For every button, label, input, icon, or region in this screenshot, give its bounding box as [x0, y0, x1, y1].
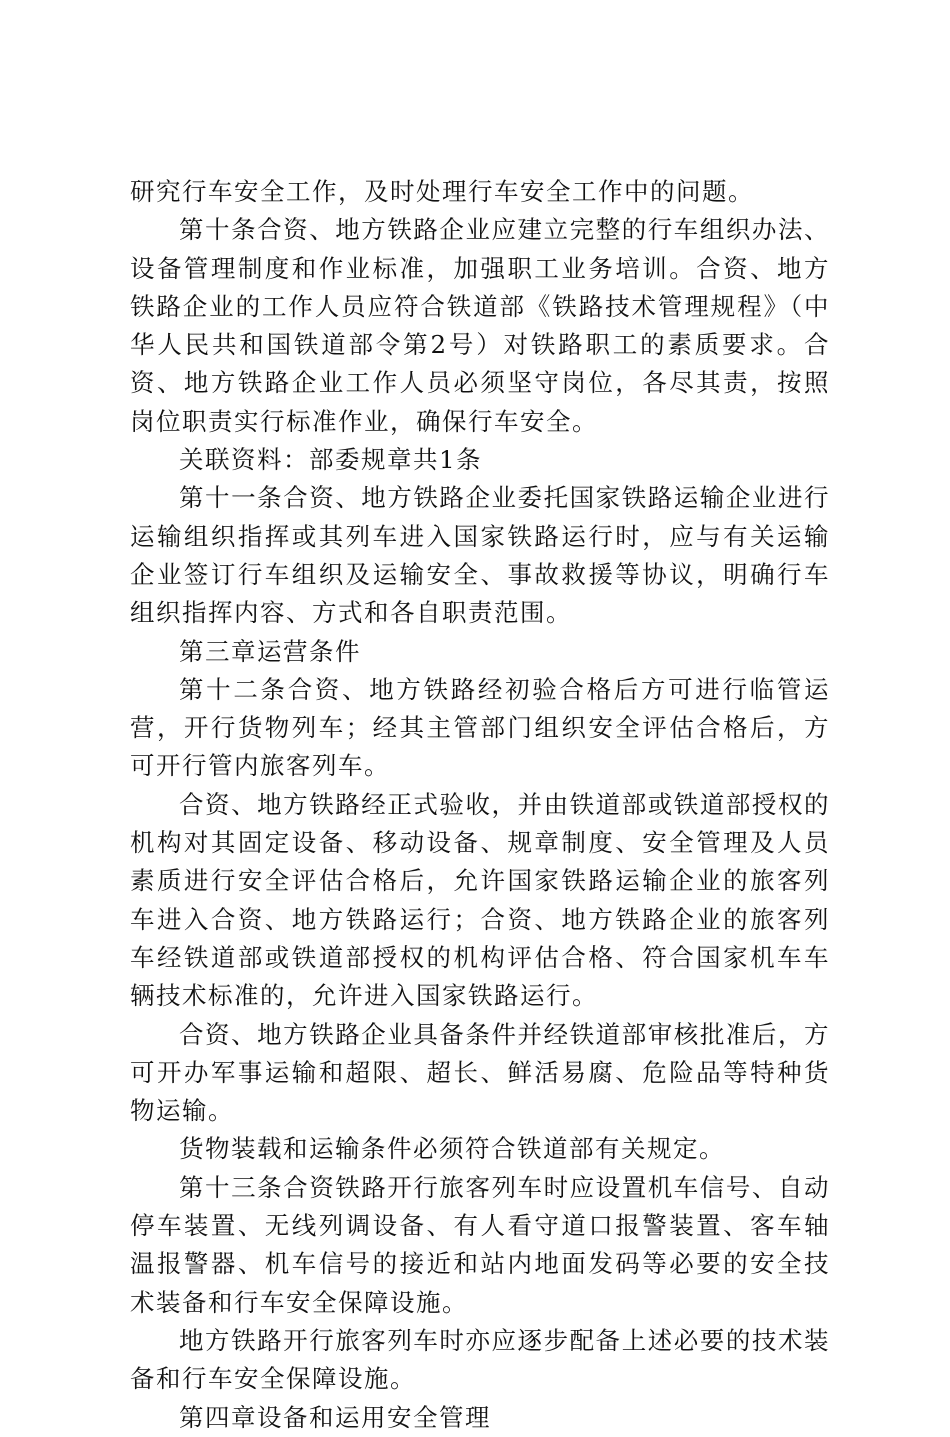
paragraph-continuation: 研究行车安全工作，及时处理行车安全工作中的问题。 [130, 177, 754, 206]
paragraph-cargo-loading: 货物装载和运输条件必须符合铁道部有关规定。 [179, 1134, 725, 1164]
paragraph-article-10: 第十条合资、地方铁路企业应建立完整的行车组织办法、设备管理制度和作业标准，加强职工业务培训。合资、地方铁路企业的工作人员应符合铁道部《铁路技术管理规程》（中华人民共和国铁道部令第2号）对铁路职工的素质要求。合资、地方铁路企业工作人员必须坚守岗位，各尽其责，按照岗位职责实行标准作业，确保行车安全。 [130, 215, 830, 436]
chapter-heading-3: 第三章运营条件 [179, 636, 361, 666]
paragraph-local-railway: 地方铁路开行旅客列车时亦应逐步配备上述必要的技术装备和行车安全保障设施。 [130, 1325, 830, 1394]
document-body [130, 173, 830, 1437]
chapter-heading-4: 第四章设备和运用安全管理 [179, 1402, 491, 1432]
paragraph-article-13: 第十三条合资铁路开行旅客列车时应设置机车信号、自动停车装置、无线列调设备、有人看守道口报警装置、客车轴温报警器、机车信号的接近和站内地面发码等必要的安全技术装备和行车安全保障设施。 [130, 1172, 830, 1317]
paragraph-special-cargo: 合资、地方铁路企业具备条件并经铁道部审核批准后，方可开办军事运输和超限、超长、鲜活易腐、危险品等特种货物运输。 [130, 1019, 830, 1126]
paragraph-article-12: 第十二条合资、地方铁路经初验合格后方可进行临管运营，开行货物列车；经其主管部门组织安全评估合格后，方可开行管内旅客列车。 [130, 674, 830, 781]
paragraph-article-11: 第十一条合资、地方铁路企业委托国家铁路运输企业进行运输组织指挥或其列车进入国家铁路运行时，应与有关运输企业签订行车组织及运输安全、事故救援等协议，明确行车组织指挥内容、方式和各自职责范围。 [130, 483, 830, 628]
paragraph-formal-acceptance: 合资、地方铁路经正式验收，并由铁道部或铁道部授权的机构对其固定设备、移动设备、规章制度、安全管理及人员素质进行安全评估合格后，允许国家铁路运输企业的旅客列车进入合资、地方铁路运行；合资、地方铁路企业的旅客列车经铁道部或铁道部授权的机构评估合格、符合国家机车车辆技术标准的，允许进入国家铁路运行。 [130, 789, 830, 1011]
paragraph-related-info: 关联资料：部委规章共1条 [179, 445, 483, 475]
